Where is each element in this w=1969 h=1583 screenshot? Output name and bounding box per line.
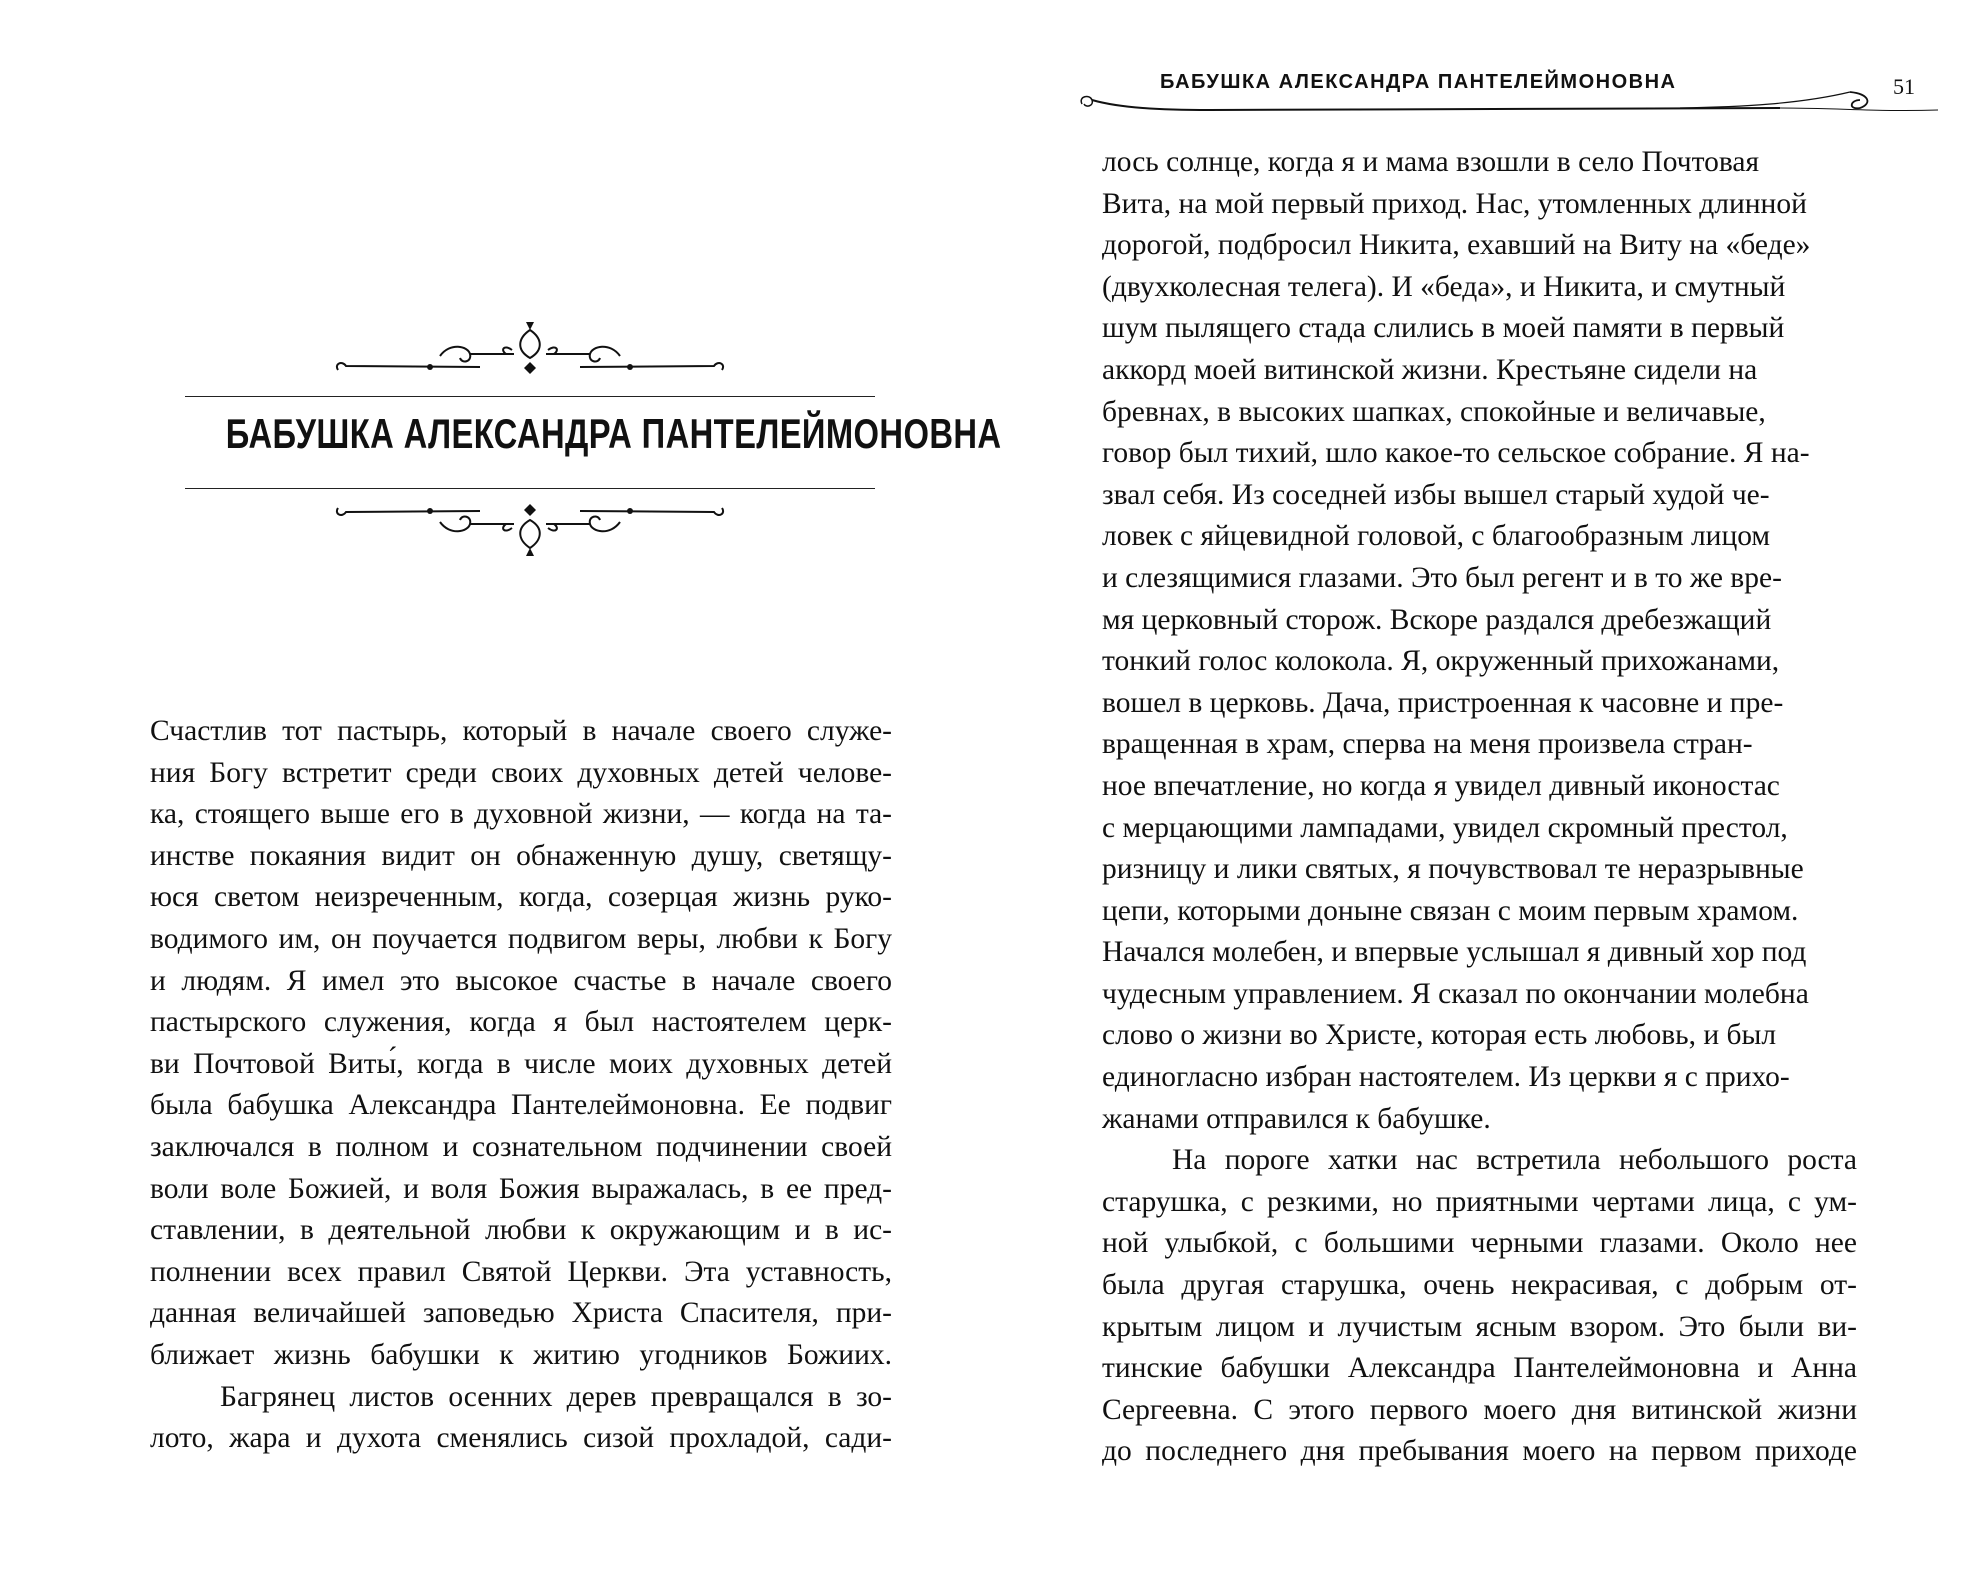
running-head: БАБУШКА АЛЕКСАНДРА ПАНТЕЛЕЙМОНОВНА bbox=[1160, 71, 1677, 93]
text-line: Счастлив тот пастырь, который в начале своего служе- bbox=[150, 715, 892, 747]
text-line: была бабушка Александра Пантелеймоновна. Ее подвиг bbox=[150, 1089, 892, 1122]
text-line: водимого им, он поучается подвигом веры, любви к Богу bbox=[150, 922, 892, 955]
paragraph bbox=[1102, 142, 1857, 1140]
top-flourish-ornament bbox=[330, 320, 730, 380]
text-line: На пороге хатки нас встретила небольшого роста bbox=[1172, 1144, 1857, 1177]
left-body-text bbox=[150, 711, 892, 1460]
text-line: единогласно избран настоятелем. Из церкви я с прихо- bbox=[1102, 1061, 1790, 1094]
text-line: крытым лицом и лучистым ясным взором. Это были ви- bbox=[1102, 1310, 1857, 1343]
title-top-rule bbox=[185, 396, 875, 397]
text-line: вошел в церковь. Дача, пристроенная к часовне и пре- bbox=[1102, 686, 1784, 719]
text-line: ризницу и лики святых, я почувствовал те неразрывные bbox=[1102, 853, 1804, 886]
text-line: и слезящимися глазами. Это был регент и в то же вре- bbox=[1102, 561, 1782, 594]
text-line: Вита, на мой первый приход. Нас, утомленных длинной bbox=[1102, 187, 1807, 220]
text-line: ви Почтовой Виты́, когда в числе моих духовных детей bbox=[150, 1047, 892, 1080]
text-line: ное впечатление, но когда я увидел дивный иконостас bbox=[1102, 769, 1780, 802]
chapter-title: БАБУШКА АЛЕКСАНДРА ПАНТЕЛЕЙМОНОВНА bbox=[225, 410, 1002, 457]
text-line: чудесным управлением. Я сказал по окончании молебна bbox=[1102, 977, 1809, 1010]
text-line: шум пылящего стада слились в моей памяти в первый bbox=[1102, 312, 1785, 345]
text-line: Багрянец листов осенних дерев превращался в зо- bbox=[220, 1380, 892, 1413]
bottom-flourish-ornament bbox=[330, 498, 730, 558]
text-line: вращенная в храм, сперва на меня произвела стран- bbox=[1102, 728, 1753, 761]
text-line: ловек с яйцевидной головой, с благообразным лицом bbox=[1102, 520, 1771, 553]
text-line: с мерцающими лампадами, увидел скромный престол, bbox=[1102, 811, 1788, 844]
text-line: данная величайшей заповедью Христа Спасителя, при- bbox=[150, 1297, 892, 1330]
text-line: ка, стоящего выше его в духовной жизни, — когда на та- bbox=[150, 798, 892, 831]
text-line: ной улыбкой, с большими черными глазами. Около нее bbox=[1102, 1227, 1857, 1260]
text-line: до последнего дня пребывания моего на первом приходе bbox=[1102, 1435, 1857, 1468]
text-line: тонкий голос колокола. Я, окруженный прихожанами, bbox=[1102, 645, 1780, 678]
text-line: аккорд моей витинской жизни. Крестьяне сидели на bbox=[1102, 353, 1758, 386]
text-line: мя церковный сторож. Вскоре раздался дребезжащий bbox=[1102, 603, 1772, 636]
text-line: и людям. Я имел это высокое счастье в начале своего bbox=[150, 964, 892, 997]
text-line: старушка, с резкими, но приятными чертами лица, с ум- bbox=[1102, 1185, 1857, 1218]
text-line: была другая старушка, очень некрасивая, с добрым от- bbox=[1102, 1269, 1857, 1302]
text-line: (двухколесная телега). И «беда», и Никита, и смутный bbox=[1102, 270, 1786, 303]
text-line: воли воле Божией, и воля Божия выражалась, в ее пред- bbox=[150, 1172, 892, 1205]
text-line: ближает жизнь бабушки к житию угодников Божиих. bbox=[150, 1338, 892, 1371]
text-line: лото, жара и духота сменялись сизой прохладой, сади- bbox=[150, 1422, 892, 1455]
text-line: ния Богу встретит среди своих духовных детей челове- bbox=[150, 756, 892, 789]
text-line: пастырского служения, когда я был настоятелем церк- bbox=[150, 1006, 892, 1039]
text-line: Начался молебен, и впервые услышал я дивный хор под bbox=[1102, 936, 1807, 969]
text-line: полнении всех правил Святой Церкви. Эта уставность, bbox=[150, 1255, 892, 1288]
text-line: заключался в полном и сознательном подчинении своей bbox=[150, 1130, 892, 1163]
text-line: инстве покаяния видит он обнаженную душу, светящу- bbox=[150, 839, 892, 872]
right-page bbox=[1000, 0, 1969, 1583]
right-body-text bbox=[1102, 142, 1857, 1473]
text-line: дорогой, подбросил Никита, ехавший на Виту на «беде» bbox=[1102, 229, 1811, 262]
text-line: Сергеевна. С этого первого моего дня витинской жизни bbox=[1102, 1393, 1857, 1426]
text-line: ставлении, в деятельной любви к окружающим и в ис- bbox=[150, 1214, 892, 1247]
text-line: говор был тихий, шло какое-то сельское собрание. Я на- bbox=[1102, 437, 1810, 470]
text-line: бревнах, в высоких шапках, спокойные и величавые, bbox=[1102, 395, 1766, 428]
paragraph bbox=[150, 1377, 892, 1460]
header-flourish-rule bbox=[1080, 90, 1940, 130]
text-line: жанами отправился к бабушке. bbox=[1102, 1102, 1491, 1135]
paragraph bbox=[1102, 1140, 1857, 1473]
text-line: слово о жизни во Христе, которая есть любовь, и был bbox=[1102, 1019, 1777, 1052]
title-bottom-rule bbox=[185, 488, 875, 489]
text-line: цепи, которыми доныне связан с моим первым храмом. bbox=[1102, 894, 1799, 927]
text-line: юся светом неизреченным, когда, созерцая жизнь руко- bbox=[150, 881, 892, 914]
page-number: 51 bbox=[1893, 74, 1915, 99]
text-line: тинские бабушки Александра Пантелеймоновна и Анна bbox=[1102, 1352, 1857, 1385]
paragraph bbox=[150, 711, 892, 1377]
text-line: лось солнце, когда я и мама взошли в село Почтовая bbox=[1102, 146, 1760, 178]
text-line: звал себя. Из соседней избы вышел старый худой че- bbox=[1102, 478, 1770, 511]
